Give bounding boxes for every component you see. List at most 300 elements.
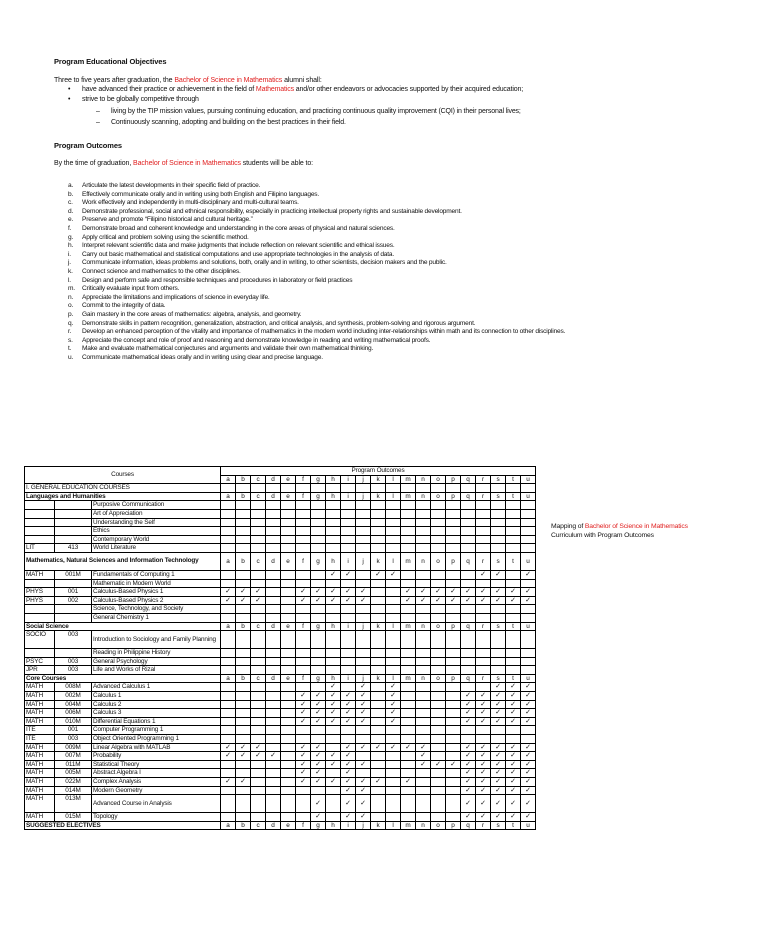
- empty-cell: [506, 544, 521, 553]
- empty-cell: [296, 527, 311, 536]
- empty-cell: [461, 570, 476, 579]
- outcome-letter-cell: l: [386, 552, 401, 570]
- empty-cell: [221, 813, 236, 822]
- empty-cell: [221, 535, 236, 544]
- empty-cell: [281, 760, 296, 769]
- course-number: 001: [55, 588, 92, 597]
- check-icon: ✓: [386, 717, 401, 726]
- empty-cell: [506, 631, 521, 649]
- outcome-letter-cell: p: [446, 552, 461, 570]
- check-icon: ✓: [401, 596, 416, 605]
- empty-cell: [491, 484, 506, 493]
- empty-cell: [491, 657, 506, 666]
- empty-cell: [251, 518, 266, 527]
- outcome-letter-cell: k: [371, 622, 386, 631]
- empty-cell: [251, 717, 266, 726]
- check-icon: ✓: [506, 778, 521, 787]
- empty-cell: [431, 666, 446, 675]
- course-code: PHYS: [25, 588, 55, 597]
- empty-cell: [251, 544, 266, 553]
- outcome-letter-cell: u: [521, 475, 536, 484]
- outcome-letter-cell: r: [476, 821, 491, 830]
- empty-cell: [371, 579, 386, 588]
- table-row: [25, 717, 536, 726]
- empty-cell: [356, 484, 371, 493]
- outcome-item: [68, 294, 565, 303]
- empty-cell: [491, 518, 506, 527]
- course-title: Understanding the Self: [92, 518, 221, 527]
- outcome-letter-cell: p: [446, 475, 461, 484]
- empty-cell: [311, 501, 326, 510]
- course-title: Calculus-Based Physics 1: [92, 588, 221, 597]
- table-row: [25, 752, 536, 761]
- outcome-letter-cell: s: [491, 674, 506, 683]
- empty-cell: [221, 509, 236, 518]
- empty-cell: [386, 735, 401, 744]
- empty-cell: [341, 484, 356, 493]
- empty-cell: [446, 501, 461, 510]
- outcome-letter-cell: l: [386, 674, 401, 683]
- empty-cell: [311, 518, 326, 527]
- empty-cell: [506, 484, 521, 493]
- outcome-letter-cell: h: [326, 552, 341, 570]
- table-row: [25, 527, 536, 536]
- check-icon: ✓: [341, 795, 356, 813]
- outcome-letter: k.: [68, 267, 73, 275]
- empty-cell: [431, 501, 446, 510]
- check-icon: ✓: [326, 760, 341, 769]
- course-title: Differential Equations 1: [92, 717, 221, 726]
- empty-cell: [326, 743, 341, 752]
- empty-cell: [296, 579, 311, 588]
- empty-cell: [491, 666, 506, 675]
- check-icon: ✓: [311, 743, 326, 752]
- empty-cell: [281, 752, 296, 761]
- empty-cell: [446, 613, 461, 622]
- check-icon: ✓: [326, 683, 341, 692]
- table-row: [25, 735, 536, 744]
- empty-cell: [221, 605, 236, 614]
- outcome-letter-cell: l: [386, 821, 401, 830]
- check-icon: ✓: [461, 596, 476, 605]
- empty-cell: [416, 709, 431, 718]
- empty-cell: [491, 579, 506, 588]
- check-icon: ✓: [461, 795, 476, 813]
- check-icon: ✓: [311, 769, 326, 778]
- outcome-letter-cell: i: [341, 492, 356, 501]
- table-row: [25, 666, 536, 675]
- course-title: General Psychology: [92, 657, 221, 666]
- outcome-letter: n.: [68, 293, 74, 301]
- outcome-letter-cell: a: [221, 674, 236, 683]
- check-icon: ✓: [506, 760, 521, 769]
- empty-cell: [416, 535, 431, 544]
- check-icon: ✓: [251, 588, 266, 597]
- check-icon: ✓: [506, 813, 521, 822]
- empty-cell: [356, 666, 371, 675]
- check-icon: ✓: [296, 769, 311, 778]
- check-icon: ✓: [506, 717, 521, 726]
- course-code: JPR: [25, 666, 55, 675]
- empty-cell: [521, 509, 536, 518]
- outcome-item: [68, 225, 565, 234]
- empty-cell: [281, 717, 296, 726]
- empty-cell: [476, 535, 491, 544]
- check-icon: ✓: [326, 717, 341, 726]
- empty-cell: [281, 778, 296, 787]
- check-icon: ✓: [461, 588, 476, 597]
- empty-cell: [236, 709, 251, 718]
- empty-cell: [416, 717, 431, 726]
- check-icon: ✓: [506, 769, 521, 778]
- outcome-letter-cell: p: [446, 674, 461, 683]
- empty-cell: [461, 666, 476, 675]
- empty-cell: [416, 605, 431, 614]
- check-icon: ✓: [386, 692, 401, 701]
- outcome-letter-cell: t: [506, 552, 521, 570]
- empty-cell: [506, 535, 521, 544]
- empty-cell: [386, 760, 401, 769]
- empty-cell: [236, 509, 251, 518]
- empty-cell: [236, 518, 251, 527]
- outcome-letter-cell: b: [236, 475, 251, 484]
- empty-cell: [236, 683, 251, 692]
- empty-cell: [521, 544, 536, 553]
- empty-cell: [371, 666, 386, 675]
- empty-cell: [521, 726, 536, 735]
- outcomes-header: Program Outcomes: [221, 467, 536, 476]
- outcome-letter-cell: j: [356, 821, 371, 830]
- outcome-letter-cell: g: [311, 674, 326, 683]
- empty-cell: [296, 726, 311, 735]
- empty-cell: [461, 518, 476, 527]
- empty-cell: [446, 649, 461, 658]
- check-icon: ✓: [476, 717, 491, 726]
- check-icon: ✓: [326, 692, 341, 701]
- check-icon: ✓: [296, 692, 311, 701]
- empty-cell: [281, 484, 296, 493]
- course-number: 003: [55, 735, 92, 744]
- outcome-text: Appreciate the limitations and implications of science in everyday life.: [82, 293, 270, 301]
- check-icon: ✓: [296, 596, 311, 605]
- empty-cell: [386, 769, 401, 778]
- outcome-letter: l.: [68, 276, 71, 284]
- outcomes-list: [68, 182, 565, 362]
- empty-cell: [356, 527, 371, 536]
- empty-cell: [266, 709, 281, 718]
- check-icon: ✓: [311, 700, 326, 709]
- check-icon: ✓: [296, 743, 311, 752]
- empty-cell: [251, 666, 266, 675]
- course-code: MATH: [25, 683, 55, 692]
- empty-cell: [221, 501, 236, 510]
- check-icon: ✓: [506, 700, 521, 709]
- peo-bullet-1: have advanced their practice or achievement in the field of Mathematics and/or other endeavors or advocacies supported by their acquired education;: [82, 86, 524, 93]
- empty-cell: [476, 613, 491, 622]
- empty-cell: [431, 769, 446, 778]
- course-number: 003: [55, 631, 92, 649]
- check-icon: ✓: [521, 778, 536, 787]
- outcome-letter: f.: [68, 224, 72, 232]
- empty-cell: [491, 605, 506, 614]
- empty-cell: [266, 700, 281, 709]
- empty-cell: [326, 786, 341, 795]
- empty-cell: [341, 501, 356, 510]
- outcome-letter-cell: m: [401, 674, 416, 683]
- course-code: ITE: [25, 735, 55, 744]
- table-row: [25, 570, 536, 579]
- check-icon: ✓: [476, 692, 491, 701]
- empty-cell: [266, 605, 281, 614]
- empty-cell: [521, 535, 536, 544]
- empty-cell: [401, 769, 416, 778]
- empty-cell: [401, 692, 416, 701]
- empty-cell: [311, 527, 326, 536]
- empty-cell: [326, 527, 341, 536]
- course-title: Art of Appreciation: [92, 509, 221, 518]
- course-number: 413: [55, 544, 92, 553]
- empty-cell: [416, 527, 431, 536]
- empty-cell: [296, 518, 311, 527]
- empty-cell: [476, 631, 491, 649]
- course-title: World Literature: [92, 544, 221, 553]
- empty-cell: [341, 518, 356, 527]
- table-row: [25, 596, 536, 605]
- check-icon: ✓: [491, 795, 506, 813]
- outcome-letter-cell: c: [251, 492, 266, 501]
- empty-cell: [251, 570, 266, 579]
- check-icon: ✓: [356, 717, 371, 726]
- outcome-letter-cell: s: [491, 492, 506, 501]
- outcome-letter-cell: h: [326, 622, 341, 631]
- empty-cell: [446, 527, 461, 536]
- empty-cell: [386, 786, 401, 795]
- check-icon: ✓: [386, 570, 401, 579]
- outcome-letter-cell: i: [341, 622, 356, 631]
- empty-cell: [371, 501, 386, 510]
- outcome-letter-cell: f: [296, 821, 311, 830]
- empty-cell: [386, 631, 401, 649]
- empty-cell: [431, 700, 446, 709]
- empty-cell: [401, 813, 416, 822]
- empty-cell: [266, 743, 281, 752]
- empty-cell: [266, 649, 281, 658]
- outcome-text: Communicate information, ideas problems and solutions, both, orally and in writing, to other scientists, decision makers and the public.: [82, 259, 447, 267]
- empty-cell: [521, 518, 536, 527]
- empty-cell: [371, 726, 386, 735]
- outcome-text: Carry out basic mathematical and statistical computations and use appropriate technologies in the analysis of data.: [82, 250, 395, 258]
- empty-cell: [311, 544, 326, 553]
- check-icon: ✓: [461, 769, 476, 778]
- course-title: Complex Analysis: [92, 778, 221, 787]
- empty-cell: [401, 649, 416, 658]
- outcome-text: Make and evaluate mathematical conjectures and arguments and validate their own mathematical thinking.: [82, 345, 374, 353]
- outcome-item: [68, 345, 565, 354]
- empty-cell: [251, 778, 266, 787]
- empty-cell: [416, 778, 431, 787]
- check-icon: ✓: [341, 778, 356, 787]
- outcome-letter-cell: i: [341, 821, 356, 830]
- empty-cell: [281, 527, 296, 536]
- check-icon: ✓: [461, 692, 476, 701]
- empty-cell: [491, 544, 506, 553]
- check-icon: ✓: [326, 709, 341, 718]
- empty-cell: [386, 535, 401, 544]
- check-icon: ✓: [371, 743, 386, 752]
- outcome-letter-cell: r: [476, 552, 491, 570]
- empty-cell: [266, 527, 281, 536]
- course-number: [55, 649, 92, 658]
- outcome-letter-cell: c: [251, 674, 266, 683]
- course-title: Reading in Philippine History: [92, 649, 221, 658]
- check-icon: ✓: [491, 717, 506, 726]
- empty-cell: [521, 579, 536, 588]
- empty-cell: [416, 484, 431, 493]
- empty-cell: [371, 605, 386, 614]
- outcome-letter-cell: u: [521, 552, 536, 570]
- table-row: [25, 579, 536, 588]
- course-number: [55, 518, 92, 527]
- outcome-letter-cell: c: [251, 475, 266, 484]
- empty-cell: [401, 631, 416, 649]
- course-title: Contemporary World: [92, 535, 221, 544]
- check-icon: ✓: [476, 596, 491, 605]
- empty-cell: [401, 717, 416, 726]
- outcome-letter-cell: l: [386, 492, 401, 501]
- course-title: Probability: [92, 752, 221, 761]
- outcome-letter-cell: j: [356, 475, 371, 484]
- empty-cell: [416, 544, 431, 553]
- course-number: 007M: [55, 752, 92, 761]
- outcome-letter-cell: d: [266, 492, 281, 501]
- empty-cell: [221, 484, 236, 493]
- check-icon: ✓: [386, 683, 401, 692]
- check-icon: ✓: [431, 596, 446, 605]
- empty-cell: [356, 649, 371, 658]
- mapping-table: [24, 466, 536, 830]
- empty-cell: [461, 579, 476, 588]
- outcome-letter: j.: [68, 259, 71, 267]
- empty-cell: [221, 570, 236, 579]
- check-icon: ✓: [311, 596, 326, 605]
- course-number: 003: [55, 657, 92, 666]
- empty-cell: [311, 484, 326, 493]
- course-code: MATH: [25, 795, 55, 813]
- course-number: 002M: [55, 692, 92, 701]
- empty-cell: [476, 735, 491, 744]
- course-number: 009M: [55, 743, 92, 752]
- check-icon: ✓: [491, 786, 506, 795]
- empty-cell: [281, 813, 296, 822]
- course-title: Object Oriented Programming 1: [92, 735, 221, 744]
- empty-cell: [266, 509, 281, 518]
- outcome-letter: u.: [68, 353, 74, 361]
- check-icon: ✓: [401, 778, 416, 787]
- empty-cell: [326, 501, 341, 510]
- empty-cell: [371, 769, 386, 778]
- outcome-letter-cell: r: [476, 674, 491, 683]
- check-icon: ✓: [506, 596, 521, 605]
- check-icon: ✓: [356, 795, 371, 813]
- empty-cell: [431, 786, 446, 795]
- empty-cell: [446, 726, 461, 735]
- empty-cell: [491, 735, 506, 744]
- empty-cell: [476, 518, 491, 527]
- empty-cell: [341, 726, 356, 735]
- outcome-letter: b.: [68, 190, 74, 198]
- empty-cell: [401, 700, 416, 709]
- outcome-letter-cell: g: [311, 492, 326, 501]
- empty-cell: [266, 596, 281, 605]
- table-header-row: [25, 467, 536, 476]
- empty-cell: [341, 631, 356, 649]
- course-code: PSYC: [25, 657, 55, 666]
- empty-cell: [281, 544, 296, 553]
- empty-cell: [431, 570, 446, 579]
- empty-cell: [461, 683, 476, 692]
- table-row: [25, 821, 536, 830]
- empty-cell: [326, 735, 341, 744]
- empty-cell: [476, 605, 491, 614]
- outcome-item: [68, 191, 565, 200]
- outcome-text: Appreciate the concept and role of proof and reasoning and demonstrate knowledge in reading and writing mathematical proofs.: [82, 336, 431, 344]
- course-code: SOCIO: [25, 631, 55, 649]
- check-icon: ✓: [521, 596, 536, 605]
- outcome-text: Interpret relevant scientific data and make judgments that include reflection on relevant scientific and ethical issues.: [82, 242, 395, 250]
- course-code: PHYS: [25, 596, 55, 605]
- outcome-letter-cell: h: [326, 674, 341, 683]
- course-number: [55, 605, 92, 614]
- check-icon: ✓: [521, 786, 536, 795]
- empty-cell: [311, 726, 326, 735]
- outcome-letter-cell: b: [236, 492, 251, 501]
- course-number: 014M: [55, 786, 92, 795]
- empty-cell: [281, 579, 296, 588]
- empty-cell: [281, 596, 296, 605]
- empty-cell: [416, 501, 431, 510]
- outcome-letter-cell: u: [521, 622, 536, 631]
- empty-cell: [386, 752, 401, 761]
- empty-cell: [281, 535, 296, 544]
- section-label: I. GENERAL EDUCATION COURSES: [25, 484, 221, 493]
- outcome-letter-cell: b: [236, 674, 251, 683]
- outcome-item: [68, 277, 565, 286]
- outcome-letter-cell: k: [371, 821, 386, 830]
- outcome-letter-cell: p: [446, 492, 461, 501]
- empty-cell: [281, 726, 296, 735]
- empty-cell: [266, 631, 281, 649]
- empty-cell: [251, 631, 266, 649]
- empty-cell: [326, 631, 341, 649]
- outcome-letter-cell: m: [401, 475, 416, 484]
- empty-cell: [386, 666, 401, 675]
- empty-cell: [506, 726, 521, 735]
- empty-cell: [431, 631, 446, 649]
- check-icon: ✓: [521, 760, 536, 769]
- empty-cell: [416, 769, 431, 778]
- outcome-letter-cell: u: [521, 674, 536, 683]
- table-row: [25, 726, 536, 735]
- dash-marker: –: [96, 119, 100, 126]
- check-icon: ✓: [311, 692, 326, 701]
- empty-cell: [446, 717, 461, 726]
- course-code: [25, 535, 55, 544]
- outcome-text: Gain mastery in the core areas of mathematics: algebra, analysis, and geometry.: [82, 310, 302, 318]
- outcome-text: Develop an enhanced perception of the vitality and importance of mathematics in the modern world including inter-relationships within math and its connection to other disciplines.: [82, 328, 566, 336]
- outcome-item: [68, 285, 565, 294]
- empty-cell: [356, 579, 371, 588]
- check-icon: ✓: [521, 692, 536, 701]
